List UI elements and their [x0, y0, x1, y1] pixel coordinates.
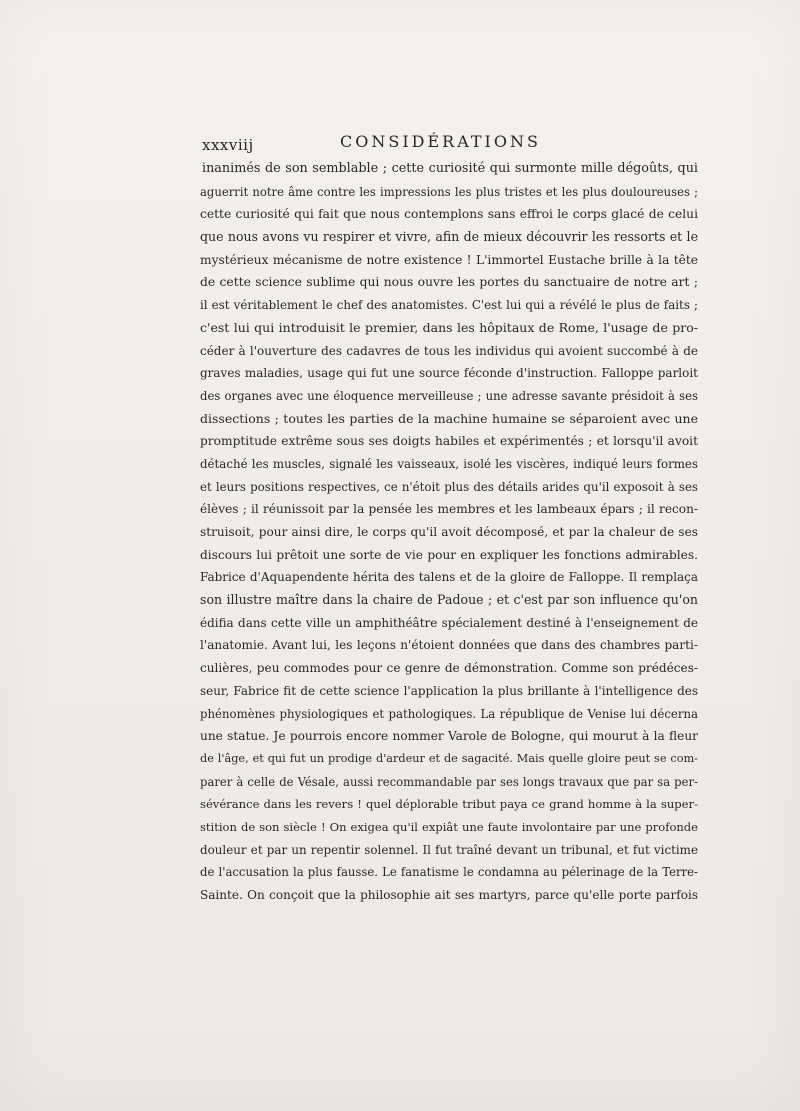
- text-line: et leurs positions respectives, ce n'étoit plus des détails arides qu'il exposoit à ses: [200, 479, 698, 494]
- text-line: son illustre maître dans la chaire de Padoue ; et c'est par son influence qu'on: [200, 592, 698, 608]
- text-line: sévérance dans les revers ! quel déplorable tribut paya ce grand homme à la super-: [200, 797, 698, 812]
- text-line: mystérieux mécanisme de notre existence ! L'immortel Eustache brille à la tête: [200, 252, 698, 267]
- text-line: édifia dans cette ville un amphithéâtre spécialement destiné à l'enseignement de: [200, 615, 698, 630]
- text-line: douleur et par un repentir solennel. Il fut traîné devant un tribunal, et fut victime: [200, 842, 698, 857]
- text-line: une statue. Je pourrois encore nommer Varole de Bologne, qui mourut à la fleur: [200, 729, 698, 744]
- text-line: struisoit, pour ainsi dire, le corps qu'il avoit décomposé, et par la chaleur de ses: [200, 525, 698, 539]
- text-line: c'est lui qui introduisit le premier, dans les hôpitaux de Rome, l'usage de pro-: [200, 319, 698, 335]
- text-line: il est véritablement le chef des anatomistes. C'est lui qui a révélé le plus de faits ;: [200, 298, 698, 313]
- text-line: phénomènes physiologiques et pathologiques. La république de Venise lui décerna: [200, 706, 698, 721]
- text-line: détaché les muscles, signalé les vaisseaux, isolé les viscères, indiqué leurs formes: [200, 456, 698, 471]
- text-line: de l'âge, et qui fut un prodige d'ardeur et de sagacité. Mais quelle gloire peut se com-: [200, 751, 698, 765]
- text-line: l'anatomie. Avant lui, les leçons n'étoient données que dans des chambres parti-: [200, 638, 698, 653]
- text-line: graves maladies, usage qui fut une source féconde d'instruction. Falloppe parloit: [200, 366, 698, 381]
- page-number: xxxviij: [202, 136, 254, 154]
- text-line: inanimés de son semblable ; cette curiosité qui surmonte mille dégoûts, qui: [202, 161, 698, 176]
- text-line: seur, Fabrice fit de cette science l'application la plus brillante à l'intelligence des: [200, 683, 698, 698]
- body-text: [200, 158, 698, 907]
- page-header: [202, 132, 698, 158]
- text-line: cette curiosité qui fait que nous contemplons sans effroi le corps glacé de celui: [200, 207, 698, 222]
- text-line: que nous avons vu respirer et vivre, afin de mieux découvrir les ressorts et le: [200, 229, 698, 245]
- text-line: aguerrit notre âme contre les impressions les plus tristes et les plus douloureuses ;: [200, 184, 698, 199]
- text-line: culières, peu commodes pour ce genre de démonstration. Comme son prédéces-: [200, 661, 698, 676]
- text-line: discours lui prêtoit une sorte de vie pour en expliquer les fonctions admirables.: [200, 547, 698, 562]
- text-line: Sainte. On conçoit que la philosophie ait ses martyrs, parce qu'elle porte parfois: [200, 888, 698, 902]
- text-line: de cette science sublime qui nous ouvre les portes du sanctuaire de notre art ;: [200, 275, 698, 290]
- text-line: parer à celle de Vésale, aussi recommandable par ses longs travaux que par sa per-: [200, 774, 698, 789]
- text-line: élèves ; il réunissoit par la pensée les membres et les lambeaux épars ; il recon-: [200, 502, 698, 517]
- running-title: CONSIDÉRATIONS: [340, 132, 541, 151]
- text-line: de l'accusation la plus fausse. Le fanatisme le condamna au pélerinage de la Terre-: [200, 865, 698, 880]
- text-line: stition de son siècle ! On exigea qu'il expiât une faute involontaire par une profonde: [200, 819, 698, 834]
- text-line: promptitude extrême sous ses doigts habiles et expérimentés ; et lorsqu'il avoit: [200, 434, 698, 449]
- text-line: Fabrice d'Aquapendente hérita des talens et de la gloire de Falloppe. Il remplaça: [200, 570, 698, 585]
- text-line: dissections ; toutes les parties de la machine humaine se séparoient avec une: [200, 410, 698, 426]
- text-line: des organes avec une éloquence merveilleuse ; une adresse savante présidoit à ses: [200, 388, 698, 403]
- text-line: céder à l'ouverture des cadavres de tous les individus qui avoient succombé à de: [200, 343, 698, 358]
